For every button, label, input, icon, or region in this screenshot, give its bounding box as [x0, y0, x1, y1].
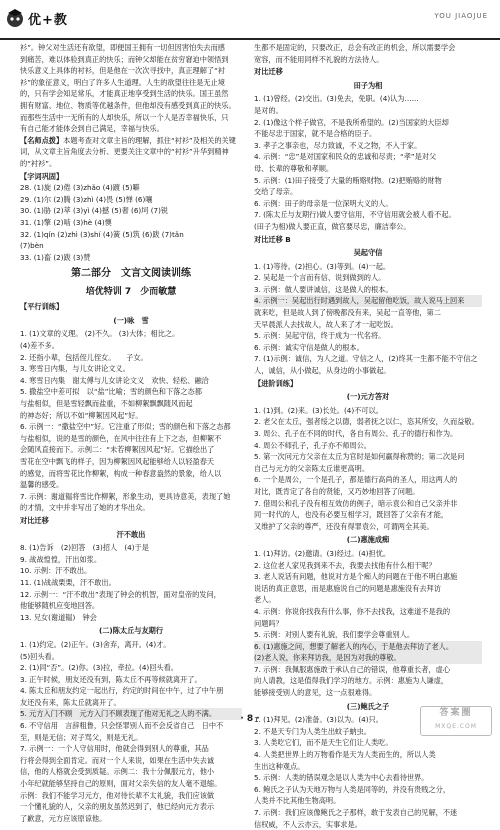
intro-paragraph	[20, 42, 242, 135]
answer-line: 6. 示例：田子的母亲是一位深明大义的人。	[254, 198, 393, 208]
brand-logo	[4, 2, 68, 34]
answer-line: 友还没有来，陈太丘就离开了。	[20, 697, 121, 707]
answer-line: 8. (1)告诉 (2)回答 (3)招人 (4)于是	[20, 543, 149, 553]
unit-title: 培优特训 7 少而敏慧	[85, 287, 177, 298]
answer-line: 的才情，文中并非写出了她的才华出众。	[20, 503, 150, 513]
brand-english: YOU JIAOJUE	[434, 12, 488, 20]
answer-line: 7. (陈太丘与友期行)做人要守信用，不守信用就会被人看不起。	[254, 210, 456, 220]
answer-line: 人，诚信，从小做起，从身边的小事做起。	[254, 366, 391, 376]
answer-line: 2. 还指小辈，包括侄儿侄女。 子女。	[20, 352, 148, 362]
answer-line: 生出这种观点。	[254, 761, 305, 771]
answer-line: 12. 示例一：“汗不敢出”表现了钟会的机智，面对皇帝的发问，	[20, 589, 221, 599]
answer-line: 又维护了父亲的尊严，还没有得罪袁公，可谓两全其美。	[254, 521, 434, 531]
answer-line: 5. 示例：人类的错误观念是以人类为中心去看待世界。	[254, 773, 429, 783]
text-line: 宽容，而不能用同样不礼貌的方法待人。	[254, 54, 384, 64]
answer-line: 4. 陈太丘和朋友约定一起出行，约定的时间在中午，过了中午朋	[20, 686, 224, 696]
answer-line: 11. (1)战战栗栗，汗不敢出。	[20, 577, 116, 587]
compare-tag: 对比迁移	[20, 515, 49, 525]
answer-line: 5. 元方入门不顾 元方入门不顾表现了他对无礼之人的不满。	[20, 708, 242, 720]
answer-line: 3. 人类吃它们，而不是天生它们让人类吃。	[254, 738, 393, 748]
answer-line: 5. 撒盐空中差可拟 以“盐”比喻；雪的颜色和下落之态都	[20, 387, 202, 397]
answer-line: 4. 人类把世界上的万物看作是天为人类而生的，所以人类	[254, 750, 436, 760]
base-tag: 【字词巩固】	[20, 171, 64, 181]
answer-line: 5. 第一次问元方父亲在太丘为官时是如何赢得称赞的；第二次是问	[254, 452, 465, 462]
answer-line: 3. 孝子之事亲也，尽力致诚，不义之物，不入于家。	[254, 140, 422, 150]
answer-line: 是对的。	[254, 105, 283, 115]
answer-line: 与盐相似，说的是雪的颜色，在风中往往有上下之态，但柳絮不	[20, 433, 222, 443]
answer-line: 母、长辈的尊敬和孝顺。	[254, 163, 334, 173]
answer-line: 7. 示例：我佩服惠施敢于承认自己的错误，他尊重长者，虚心	[254, 664, 451, 674]
watermark-text: 答案圈	[439, 708, 473, 718]
answer-line: 6. (1)惠施之问，想要了解老人的内心，于是他去拜访了老人。	[254, 641, 482, 653]
answer-line: 2. (1)像这个样子做官，不是我所希望的。(2)当国家的大臣却	[254, 117, 449, 127]
answer-line: 7. (1)示例：诚信，为人之道。守信之人，(2)终其一生都不能不守信之	[254, 354, 478, 364]
answer-line: 信，他的人格就会受到质疑。示例二：我十分佩服元方，他小	[20, 767, 215, 777]
answer-line: 自己与元方的父亲陈太丘谁更高明。	[254, 463, 370, 473]
compare-tag: 对比迁移	[254, 67, 283, 77]
answer-line: 能够接受别人的意见，这一点很难得。	[254, 688, 377, 698]
answer-line: 小年纪就能够坚持自己的原则，面对父亲失信的友人毫不退缩。	[20, 779, 222, 789]
text-line: 衫”的象征意义，明白了许多人生道理。人生的欲望往往是无止境	[20, 77, 225, 87]
answer-line: 7. 示例：我们应该像鲍氏之子那样，敢于发表自己的见解，不迷	[254, 808, 458, 817]
answer-line: 同一时代的人，也没有必要互相学习，既回答了父亲有才能，	[254, 510, 449, 520]
left-column	[20, 42, 242, 823]
answer-line: 问题吗？	[254, 618, 283, 628]
answer-line: 5. 示例：吴起守信，终于成为一代名将。	[254, 331, 386, 341]
answer-line: 4. 周公不师孔子，孔子亦不师周公。	[254, 440, 371, 450]
text-line: 而那些生活中一无所有的人却快乐，所以一个人是否幸福快乐，只	[20, 112, 229, 122]
answer-line: (4)差不多。	[20, 341, 59, 351]
part-title: 第二部分 文言文阅读训练	[71, 268, 191, 280]
text-line: 到痛苦，难以体验到真正的快乐；而钟父却能在贫穷窘迫中领悟到	[20, 54, 229, 64]
analysis-text: 本题考查对文章主旨的理解，抓住“衬衫”及相关的关键词，从文章主旨角度去分析、更要关注文章中的“衬衫”升华到精神的“衬衫”。	[20, 135, 236, 168]
base-line: 29. (1)尔 (2)腾 (3)zhì (4)畏 (5)惮 (6)嚷	[20, 194, 153, 204]
answer-line: 4. 示例：你说你找我有什么事，你不去找我，这难道不是我的	[254, 606, 451, 616]
advanced-tag: 【进阶训练】	[254, 378, 298, 388]
answer-line: 信权威，不人云亦云，实事求是。	[254, 819, 362, 829]
answer-line: 13. 兄女(谢道韫) 钟会	[20, 612, 97, 622]
page-number: · 8 ·	[240, 714, 260, 724]
answer-line: 2. 不是天专门为人类生出蚊子蚋虫。	[254, 726, 371, 736]
base-line: (7)bèn	[20, 241, 44, 251]
section-title: (三)鲍氏之子	[346, 701, 390, 711]
section-title: 田子为相	[353, 80, 383, 90]
answer-line: 4. 示例：“忠”是对国家和民众的忠诚和尽责；“孝”是对父	[254, 152, 437, 162]
answer-line: 6. 示例一：“撒盐空中”好。它注重了形似；雪的颜色和下落之态都	[20, 422, 231, 432]
answer-line: 的神态好；所以不如“柳絮因风起”好。	[20, 410, 143, 420]
answer-line: 1. (1)曾经。(2)交出。(3)免去，免职。(4)认为……	[254, 94, 419, 104]
answer-line: 6. 鲍氏之子认为天地万物与人类是同等的，并没有贵贱之分，	[254, 784, 451, 794]
base-line: 32. (1)qín (2)zhì (3)shí (4)簧 (5)筑 (6)跋 (7)tǎn	[20, 229, 184, 239]
section-title: (一)咏 雪	[113, 315, 149, 325]
answer-line: 2. 老父在太丘，强者绥之以德，弱者抚之以仁，恣其所安，久而益敬。	[254, 417, 479, 427]
analysis-tag: 【名师点拨】	[20, 135, 64, 145]
section-title: 汗不敢出	[116, 529, 146, 539]
text-line: 的，只有学会知足常乐，才能真正地享受到生活的快乐。国王虽然	[20, 89, 229, 99]
answer-line: 老人。	[254, 595, 276, 605]
answer-line: 行将会得到全面肯定。而对一个人来说，如果在生活中失去诚	[20, 755, 215, 765]
answer-line: (田子为相)做人要正直，做官要尽忠，廉洁奉公。	[254, 221, 411, 231]
answer-line: 雪花在空中飘飞的样子，因为柳絮因风起能够给人以轻盈春天	[20, 457, 215, 466]
answer-line: 1. (1)拜见。(2)准备。(3)以为。(4)只。	[254, 715, 383, 725]
answer-line: 3. 寒雪日内集，与儿女讲论文义。	[20, 364, 130, 374]
answer-line: 就来吃，但是故人到了傍晚都没有来，吴起一直等他，第二	[254, 308, 441, 318]
analysis-block	[20, 135, 242, 170]
watermark-domain: MXQE.COM	[435, 723, 477, 730]
base-line: 31. (1)擎 (2)啮 (3)hè (4)懊	[20, 217, 112, 227]
answer-line: 的感觉，而将雪花比作柳絮，构成一种春意盎然的景象，给人以	[20, 468, 222, 478]
answer-line: 7. 示例一：一个人守信用时，他就会得到别人的尊重，其品	[20, 744, 209, 754]
answer-line: 与盐相似，但是雪轻飘而盐重，不如柳絮飘飘随风而起	[20, 399, 193, 409]
answer-line: 7. 示例：谢道韫将雪比作柳絮，形象生动，更具诗意美，表现了她	[20, 491, 231, 501]
watermark-logo	[420, 706, 492, 736]
section-title: (二)陈太丘与友期行	[98, 626, 164, 636]
answer-line: 5. 示例：(1)田子接受了大量的贿赂财物。(2)把贿赂的财物	[254, 175, 442, 185]
answer-line: 1. (1)约定。(2)正午。(3)舍弃，离开。(4)才。	[20, 639, 171, 649]
answer-line: 3. 正午时候，朋友还没有到，陈太丘不再等候就离开了。	[20, 674, 202, 684]
logo-text: 优+教	[28, 12, 68, 28]
answer-line: 10. 示例：汗不敢出。	[20, 566, 92, 576]
answer-line: 说话的真正意思，而是惠施说自己的问题是惠施没有去拜访	[254, 583, 441, 593]
answer-line: 对比，既肯定了各自的贤能，又巧妙地回答了问题。	[254, 486, 420, 496]
answer-line: 向人请教，这是值得我们学习的地方。示例：惠施为人谦虚，	[254, 676, 449, 686]
answer-line: 天早晨派人去找故人，故人来了才一起吃饭。	[254, 319, 398, 329]
answer-line: 1. (1)文章的义理。 (2)不久。 (3)大体；相比之。	[20, 329, 180, 339]
text-line: 拥有财富、地位、物质等优越条件，但他却没有感受到真正的快乐。	[20, 100, 236, 110]
answer-line: 1. (1)拜访。(2)邀请。(3)经过。(4)担忧。	[254, 548, 391, 558]
text-line: 生都不是固定的，只要改正，总会有改正的机会，所以需要学会	[254, 43, 456, 52]
answer-line: 4. 寒雪日内集 谢太傅与儿女讲论文义 欢快、轻松、融洽	[20, 375, 209, 385]
base-line: 28. (1)旋 (2)倦 (3)zhǎo (4)踱 (5)噼	[20, 183, 140, 193]
answer-line: 一个懂礼貌的人，父亲的朋友虽然迟到了，他已经向元方表示	[20, 802, 215, 812]
answer-line: 了歉意，元方应该原谅他。	[20, 813, 107, 823]
answer-line: 5. 示例：对别人要有礼貌，我们要学会尊重别人。	[254, 630, 415, 640]
answer-line: 示例：我们不能学习元方，他对待长辈不太礼貌，我们应该做	[20, 790, 215, 800]
answer-line: 他能够随机应变地回答。	[20, 601, 100, 611]
answer-line: 人类并不比其他生物高明。	[254, 796, 341, 806]
answer-line: 1. (1)等待。(2)担心。(3)等到。(4)一起。	[254, 261, 391, 271]
answer-line: 6. 不守信用 言辞粗鲁，只会怪罪别人而不会反省自己 日中不	[20, 721, 224, 731]
answer-line: 会随风直接而下。示例二：“未若柳絮因风起”好。它描绘出了	[20, 445, 215, 455]
compare-tag-b: 对比迁移 B	[254, 234, 291, 244]
mascot-icon	[4, 7, 26, 29]
section-title: (一)元方答对	[346, 392, 390, 402]
base-line: 33. (1)畜 (2)跋 (3)赞	[20, 252, 91, 262]
answer-line: 至，则是无信；对子骂父，则是无礼。	[20, 732, 143, 742]
answer-line: 7. 借周公和孔子没有相互效仿的例子，暗示袁公和自己父亲并非	[254, 498, 458, 508]
answer-line: 2. 吴起是一个言而有信、说到做到的人。	[254, 273, 386, 283]
answer-line: 2. (1)同“否”。(2)你。(3)拉，牵拉。(4)回头看。	[20, 663, 178, 673]
text-line: 衫”。钟父对生活还有欲望，即便国王拥有一切但因害怕失去而感	[20, 43, 225, 52]
base-line: 30. (1)胁 (2)萃 (3)yì (4)撼 (5)奢 (6)坷 (7)锐	[20, 206, 169, 216]
section-title: 吴起守信	[353, 248, 383, 258]
answer-line: 交给了母亲。	[254, 187, 298, 197]
answer-line: 3. 示例：做人要讲诚信，这是做人的根本。	[254, 284, 393, 294]
answer-line: 3. 老人说话有问题，他说对方是个痴人的问题在于他不明白惠施	[254, 572, 458, 582]
answer-line: 4. 示例一：吴起出行时遇到故人，吴起留他吃饭，故人说马上回来	[254, 295, 482, 307]
answer-line: 温馨的感受。	[20, 480, 64, 490]
drill-tag: 【平行训练】	[20, 302, 64, 312]
answer-line: 9. 战战惶惶，汗出如浆。	[20, 554, 102, 564]
page-header	[0, 0, 500, 40]
text-line: 快乐意义上具体的衬衫，但是他在一次次寻找中，真正理解了“衬	[20, 66, 225, 76]
answer-line: 不能尽忠于国家，就不是合格的臣子。	[254, 129, 377, 139]
answer-line: 3. 周公、孔子在不同的时代，各自有周公、孔子的德行和作为。	[254, 429, 458, 438]
answer-line: (2)老人说，你来拜访我，是因为对我的尊敬。	[254, 652, 482, 664]
answer-line: 1. (1)到。(2)来。(3)长处。(4)不可以。	[254, 405, 383, 415]
answer-line: 6. 一个是周公，一个是孔子，都是德行高尚的圣人，用这两人的	[254, 475, 458, 485]
answer-line: 6. 示例：诚实守信是做人的根本。	[254, 342, 364, 352]
text-line: 有自己能才能体会到自己满足，幸福与快乐。	[20, 124, 164, 134]
answer-line: 2. 这位老人家见我到来不去，我要去找他有什么相干呢？	[254, 560, 436, 570]
section-title: (二)惠施成痴	[346, 535, 390, 545]
answer-line: (5)回头看。	[20, 651, 59, 661]
